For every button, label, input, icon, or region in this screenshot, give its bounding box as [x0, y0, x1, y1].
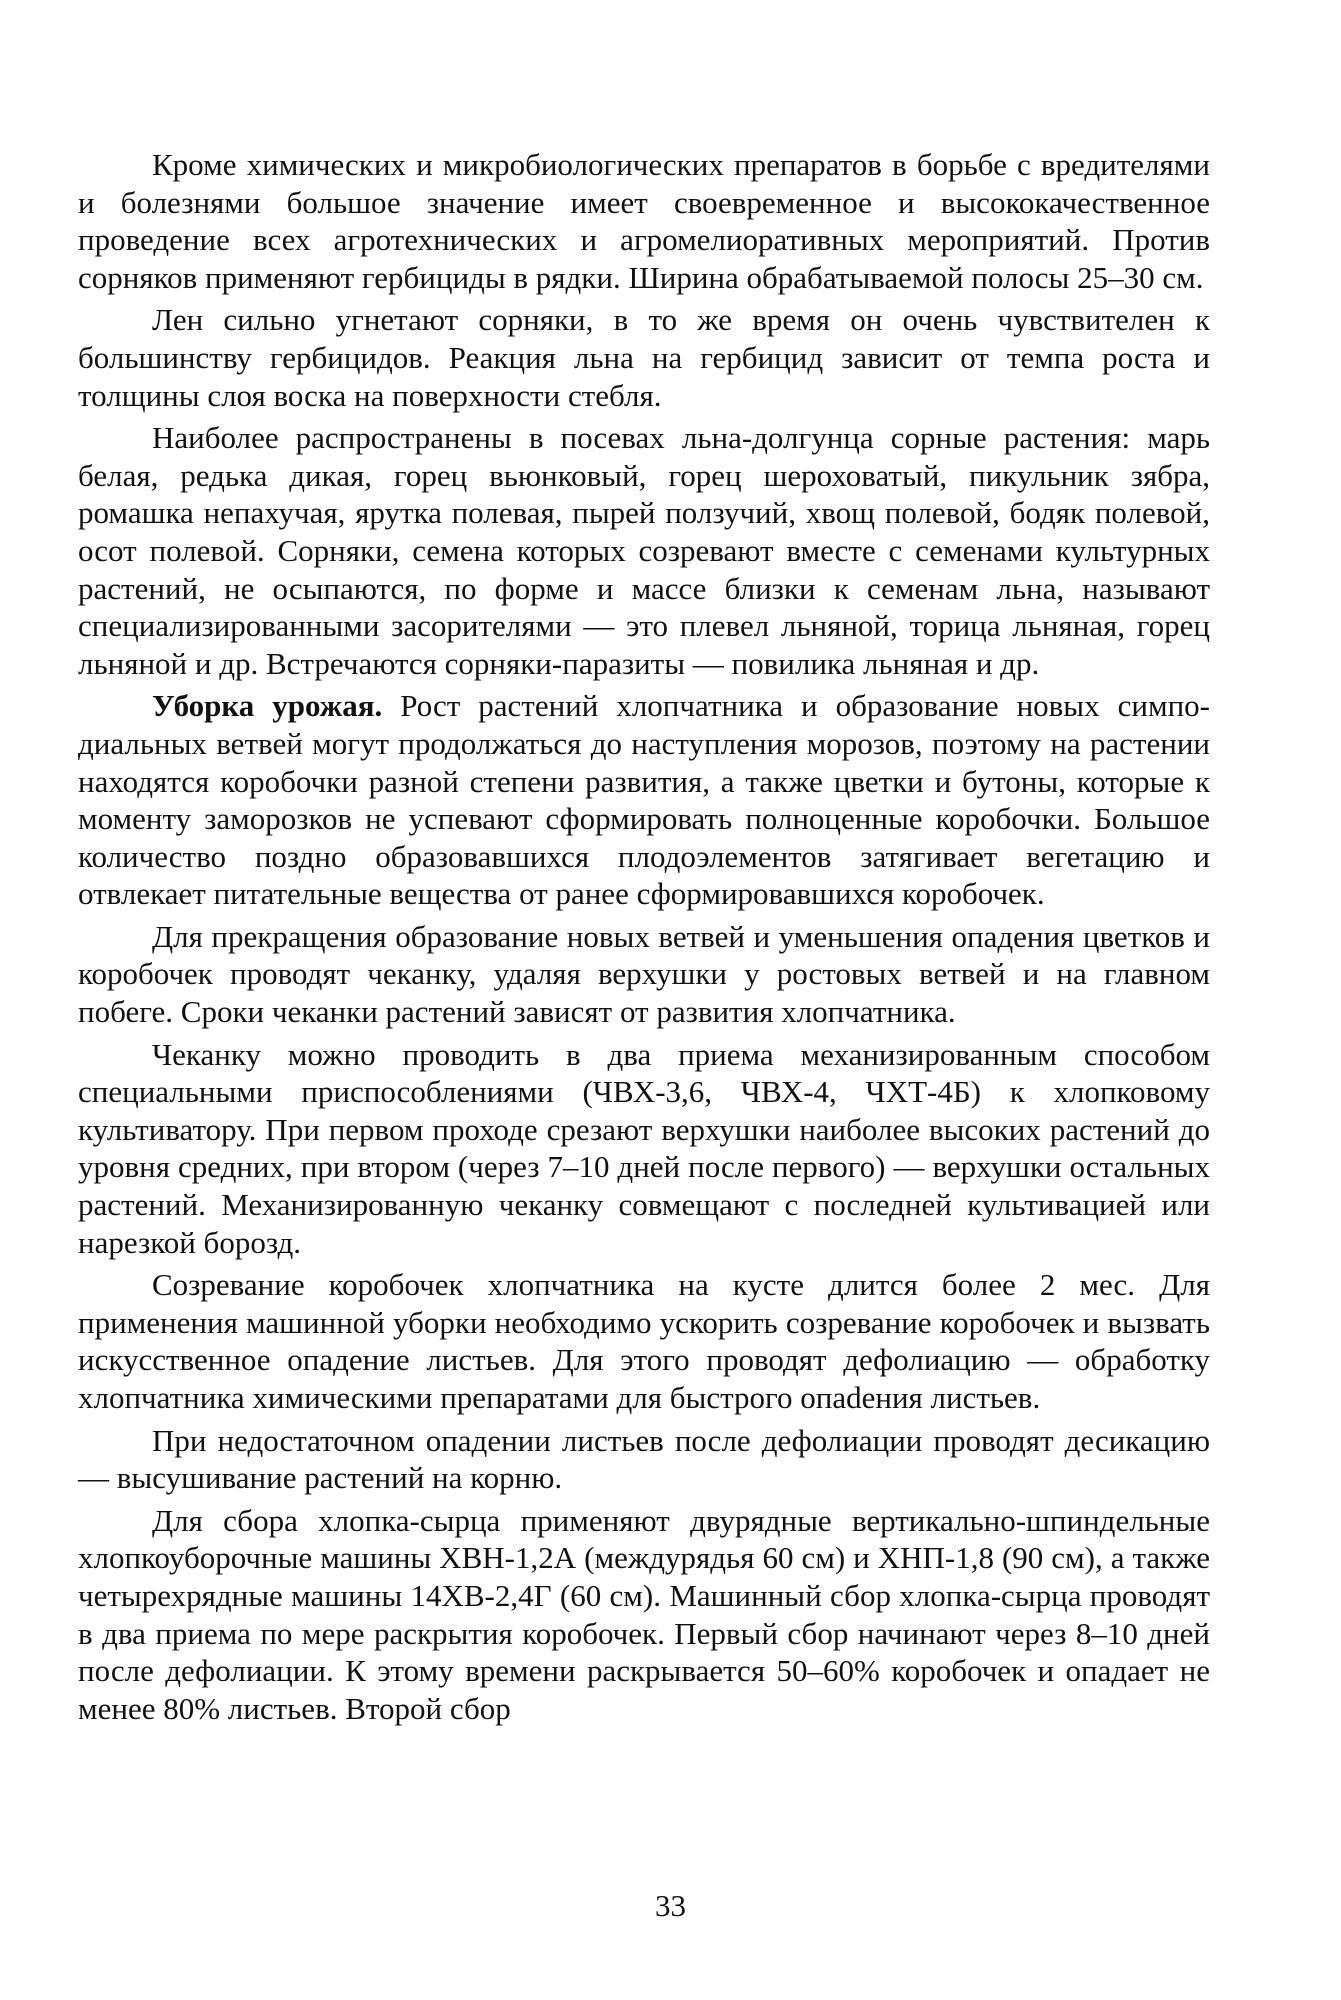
paragraph-cotton-picking: Для сбора хлопка-сырца применяют двурядные вертикально-шпиндельные хлопкоуборочные машины ХВН-1,2А (междурядья 60 см) и ХНП-1,8 (90 см), а также четырехрядные машины 14ХВ-2,4Г (60 см). Машинный сбор хлопка-сырца проводят в два приема по мере раскрытия коробочек. Первый сбор начинают через 8–10 дней после дефолиации. К этому времени раскрывается 50–60% коробочек и опадает не менее 80% листьев. Второй сбор — [78, 1502, 1210, 1726]
paragraph-weed-species: Наиболее распространены в посевах льна-долгунца сорные растения: марь белая, редька дикая, горец вьюнковый, горец шероховатый, пикульник зябра, ромашка непахучая, ярутка полевая, пырей ползучий, хвощ полевой, бодяк полевой, осот полевой. Сорняки, семена которых созревают вместе с семенами культурных растений, не осыпаются, по форме и массе близки к семенам льна, называют специализированными засорителями — это плевел льняной, торица льняная, горец льняной и др. Встречаются сорняки-паразиты — повилика льняная и др. — [78, 420, 1210, 681]
page-body — [78, 146, 1210, 1732]
paragraph-topping-methods: Чеканку можно проводить в два приема механизированным способом специальными приспособлениями (ЧВХ-3,6, ЧВХ-4, ЧХТ-4Б) к хлопковому культиватору. При первом проходе срезают верхушки наиболее высоких растений до уровня средних, при втором (через 7–10 дней после первого) — верхушки остальных растений. Механизированную чеканку совмещают с последней культивацией или нарезкой борозд. — [78, 1036, 1210, 1260]
paragraph-harvest — [78, 687, 1210, 913]
section-heading: Уборка урожая. — [152, 688, 383, 724]
paragraph-desiccation: При недостаточном опадении листьев после дефолиации проводят десикацию — высушивание растений на корню. — [78, 1422, 1210, 1496]
paragraph-flax-weeds: Лен сильно угнетают сорняки, в то же время он очень чувствителен к большинству гербицидов. Реакция льна на гербицид зависит от темпа роста и толщины слоя воска на поверхности стебля. — [78, 302, 1210, 413]
paragraph-defoliation: Созревание коробочек хлопчатника на кусте длится более 2 мес. Для применения машинной уборки необходимо ускорить созревание коробочек и вызвать искусственное опадение листьев. Для этого проводят дефолиацию — обработку хлопчатника химическими препаратами для быстрого опаdения листьев. — [78, 1267, 1210, 1415]
page-number: 33 — [655, 1888, 686, 1923]
paragraph-pest-control: Кроме химических и микробиологических препаратов в борьбе с вредителями и болезнями большое значение имеет своевременное и высококачественное проведение всех агротехнических и агромелиоративных мероприятий. Против сорняков применяют гербициды в рядки. Ширина обрабатываемой полосы 25–30 см. — [78, 147, 1210, 295]
paragraph-harvest-text: Рост растений хлопчатника и образование новых симподиальных ветвей могут продолжаться до наступления морозов, поэтому на растении находятся коробочки разной степени развития, а также цветки и бутоны, которые к моменту заморозков не успевают сформировать полноценные коробочки. Большое количество поздно образовавшихся плодоэлементов затягивает вегетацию и отвлекает питательные вещества от ранее сформировавшихся коробочек. — [78, 688, 1210, 912]
paragraph-topping: Для прекращения образование новых ветвей и уменьшения опадения цветков и коробочек проводят чеканку, удаляя верхушки у ростовых ветвей и на главном побеге. Сроки чеканки растений зависят от развития хлопчатника. — [78, 918, 1210, 1030]
